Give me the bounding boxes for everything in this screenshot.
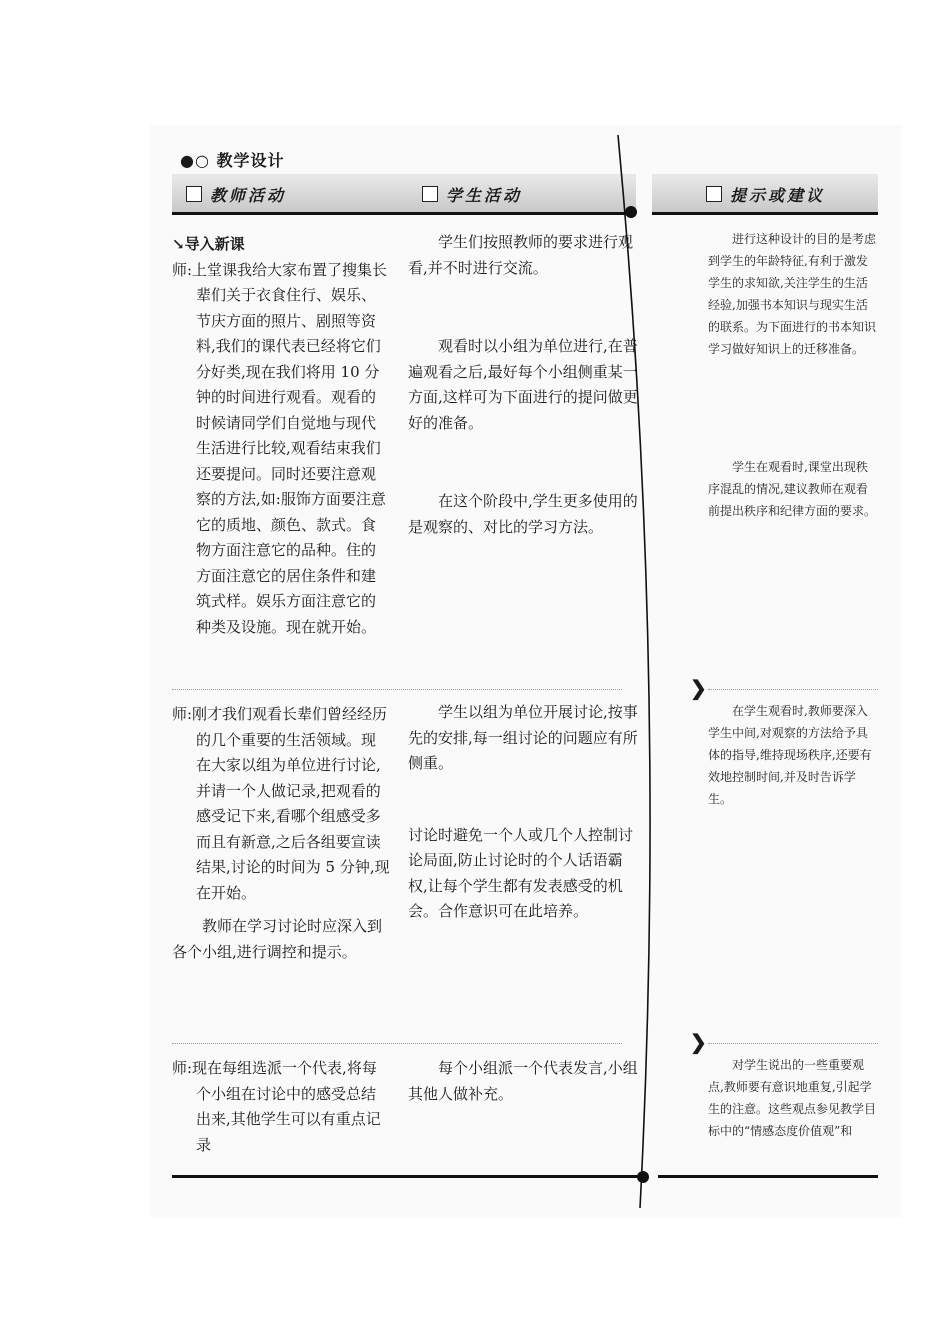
chevron-right-icon: ❯ [690,1030,707,1054]
note-cell-3 [708,1054,876,1142]
teacher-paragraph: 教师在学习讨论时应深入到各个小组,进行调控和提示。 [172,917,383,961]
teacher-cell-3 [172,1056,390,1158]
student-paragraph: 讨论时避免一个人或几个人控制讨论局面,防止讨论时的个人话语霸权,让每个学生都有发表感受的机会。合作意识可在此培养。 [408,825,634,920]
teacher-cell-2 [172,702,390,965]
student-paragraph: 观看时以小组为单位进行,在普遍观看之后,最好每个小组侧重某一方面,这样可为下面进行的提问做更好的准备。 [408,337,638,432]
chevron-right-icon: ❯ [690,676,707,700]
section-heading-intro: ↘导入新课 [172,235,245,253]
student-paragraph: 在这个阶段中,学生更多使用的是观察的、对比的学习方法。 [408,492,638,536]
row-divider [708,689,878,690]
student-cell-2 [408,700,638,925]
student-cell-1 [408,230,638,540]
header-student-label: 学生活动 [446,186,523,205]
teacher-cell-1 [172,232,390,640]
student-paragraph: 每个小组派一个代表发言,小组其他人做补充。 [408,1059,638,1103]
divider-dot-top [625,206,637,218]
row-divider [172,1043,622,1044]
teacher-paragraph: 师:刚才我们观看长辈们曾经经历的几个重要的生活领域。现在大家以组为单位进行讨论,并请一个人做记录,把观看的感受记下来,看哪个组感受多而且有新意,之后各组要宣读结果,讨论的时间为 5 分钟,现在开始。 [172,705,390,902]
header-teacher-label: 教师活动 [210,186,287,205]
note-paragraph: 对学生说出的一些重要观点,教师要有意识地重复,引起学生的注意。这些观点参见教学目标中的“情感态度价值观”和 [708,1058,877,1138]
bottom-rule-left [172,1175,638,1178]
divider-dot-bottom [637,1171,649,1183]
student-cell-3 [408,1056,638,1107]
bottom-rule-right [658,1175,878,1178]
note-paragraph: 学生在观看时,课堂出现秩序混乱的情况,建议教师在观看前提出秩序和纪律方面的要求。 [708,460,877,518]
section-title: ●○ 教学设计 [180,151,285,170]
row-divider [172,689,622,690]
student-paragraph: 学生以组为单位开展讨论,按事先的安排,每一组讨论的问题应有所侧重。 [408,703,638,772]
note-paragraph: 进行这种设计的目的是考虑到学生的年龄特征,有利于激发学生的求知欲,关注学生的生活经验,加强书本知识与现实生活的联系。为下面进行的书本知识学习做好知识上的迁移准备。 [708,232,877,356]
header-notes-label: 提示或建议 [730,186,826,205]
note-paragraph: 在学生观看时,教师要深入学生中间,对观察的方法给予具体的指导,维持现场秩序,还要有效地控制时间,并及时告诉学生。 [708,704,872,806]
teacher-paragraph: 师:现在每组选派一个代表,将每个小组在讨论中的感受总结出来,其他学生可以有重点记录 [172,1059,381,1154]
student-paragraph: 学生们按照教师的要求进行观看,并不时进行交流。 [408,233,634,277]
note-cell-2 [708,700,876,810]
row-divider [708,1043,878,1044]
note-cell-1 [708,228,876,522]
teacher-paragraph: 师:上堂课我给大家布置了搜集长辈们关于衣食住行、娱乐、节庆方面的照片、剧照等资料,我们的课代表已经将它们分好类,现在我们将用 10 分钟的时间进行观看。观看的时候请同学们自觉地与现代生活进行比较,观看结束我们还要提问。同时还要注意观察的方法,如:服饰方面要注意它的质地、颜色、款式。食物方面注意它的品种。住的方面注意它的居住条件和建筑式样。娱乐方面注意它的种类及设施。现在就开始。 [172,260,388,636]
